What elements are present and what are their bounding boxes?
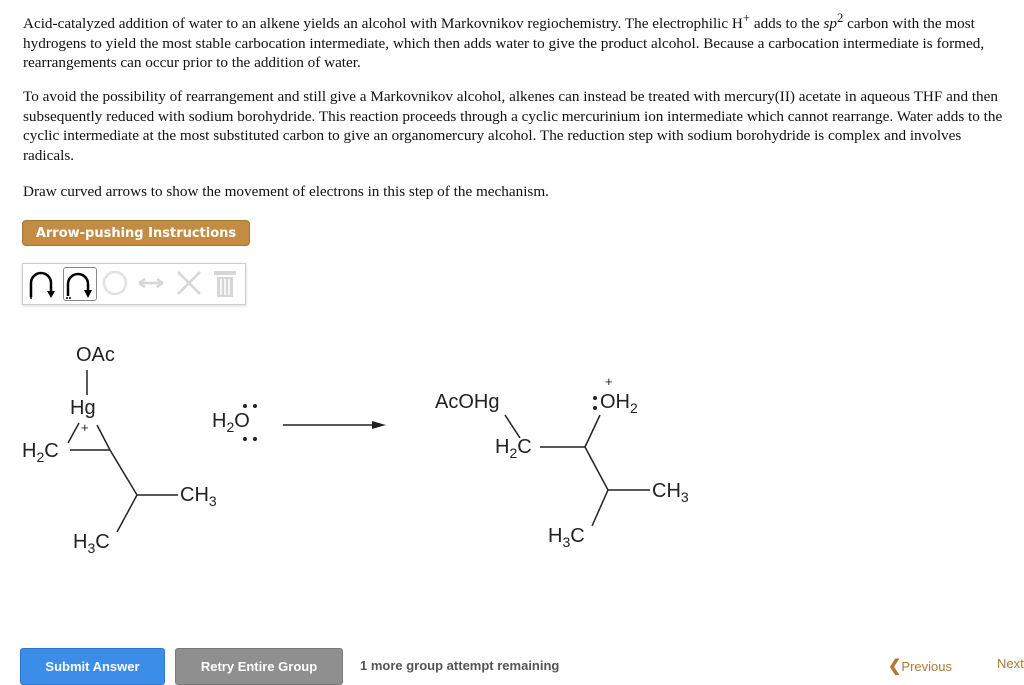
text: H: [495, 436, 510, 458]
text: C: [44, 440, 59, 462]
product-h2c-label: [495, 436, 532, 461]
question-prompt: Draw curved arrows to show the movement of electrons in this step of the mechanism.: [23, 183, 549, 200]
text: 3: [562, 534, 571, 550]
submit-answer-button[interactable]: Submit Answer: [20, 648, 165, 685]
text: C: [570, 525, 585, 547]
h2c-label: [22, 440, 59, 465]
text: 2: [836, 11, 844, 25]
text: 2: [509, 445, 518, 461]
water-molecule[interactable]: [212, 410, 250, 435]
text: H: [22, 440, 37, 462]
previous-link[interactable]: [888, 656, 952, 676]
text: Acid-catalyzed addition of water to an alkene yields an alcohol with Markovnikov regiochemistry. The electrophilic H: [23, 15, 743, 33]
acohg-label: AcOHg: [435, 391, 500, 413]
ch3-label: [180, 484, 217, 509]
product-positive-charge: +: [605, 374, 613, 389]
chevron-left-icon: ❮: [888, 658, 902, 675]
product-h3c-label: [548, 525, 585, 550]
positive-charge: +: [81, 420, 89, 435]
text: CH: [180, 484, 209, 506]
product-ch3-label: [652, 480, 689, 505]
attempts-remaining: 1 more group attempt remaining: [360, 658, 560, 673]
text: Previous: [901, 659, 952, 674]
text: carbon with the most hydrogens to yield the most stable carbocation intermediate, which then adds water to give the product alcohol. Because a carbocation intermediate is formed, rearrangements can occur prior to the addition of water.: [23, 15, 985, 72]
next-link[interactable]: Next: [997, 656, 1024, 671]
text: 2: [36, 449, 45, 465]
text: adds to the: [750, 15, 824, 33]
oh2-label: [600, 391, 638, 416]
text: O: [234, 410, 250, 432]
text: 2: [630, 400, 638, 416]
text: CH: [652, 480, 681, 502]
text: 3: [208, 493, 217, 509]
text: +: [742, 11, 751, 25]
oac-label: OAc: [76, 344, 115, 366]
hg-label: Hg: [70, 397, 96, 419]
h3c-label: [73, 531, 110, 556]
text: sp: [823, 15, 837, 33]
text: 3: [680, 489, 689, 505]
text: C: [95, 531, 110, 553]
text: OH: [600, 391, 630, 413]
text: C: [517, 436, 532, 458]
oxymercuration-paragraph: To avoid the possibility of rearrangement and still give a Markovnikov alcohol, alkenes can instead be treated with mercury(II) acetate in aqueous THF and then subsequently reduced with sodium borohydride. This reaction proceeds through a cyclic mercurinium ion intermediate which cannot rearrange. Water adds to the cyclic intermediate at the most substituted carbon to give an organomercury alcohol. The reduction step with sodium borohydride is complex and involves radicals.: [23, 88, 1003, 164]
text: H: [548, 525, 563, 547]
text: 3: [87, 540, 96, 556]
text: H: [73, 531, 88, 553]
arrow-pushing-instructions-button[interactable]: Arrow-pushing Instructions: [22, 220, 250, 246]
retry-entire-group-button[interactable]: Retry Entire Group: [175, 648, 343, 685]
text: H: [212, 410, 227, 432]
text: 2: [226, 419, 235, 435]
